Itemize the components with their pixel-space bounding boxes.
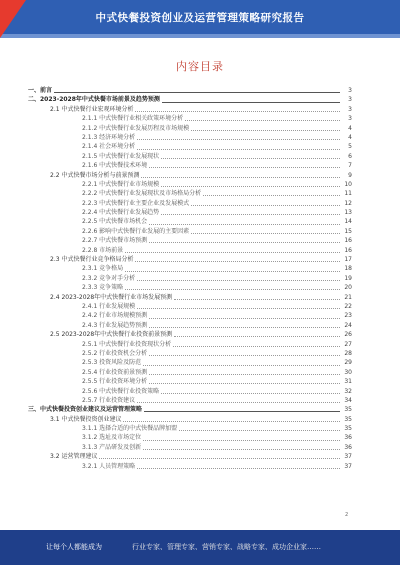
toc-leader-dots bbox=[137, 402, 340, 403]
toc-entry-page: 22 bbox=[344, 302, 352, 310]
toc-entry-label: 2.5.7 行业投资建议 bbox=[82, 396, 136, 404]
toc-entry-label: 3.1.3 产品研发及创新 bbox=[82, 443, 142, 451]
toc-entry-label: 2.4.3 行业发展趋势预测 bbox=[82, 321, 148, 329]
toc-entry-page: 26 bbox=[344, 331, 352, 339]
toc-entry-page: 20 bbox=[344, 284, 352, 292]
toc-leader-dots bbox=[149, 355, 340, 356]
toc-entry-label: 2.2.1 中式快餐行业市场规模 bbox=[82, 180, 160, 188]
toc-entry[interactable] bbox=[28, 387, 352, 396]
toc-entry-page: 36 bbox=[344, 443, 352, 451]
toc-entry-page: 35 bbox=[344, 415, 352, 423]
toc-entry-page: 15 bbox=[344, 227, 352, 235]
toc-entry[interactable] bbox=[28, 171, 352, 180]
toc-leader-dots bbox=[54, 92, 340, 93]
toc-entry[interactable] bbox=[28, 161, 352, 170]
toc-entry-page: 32 bbox=[344, 387, 352, 395]
toc-entry-page: 13 bbox=[344, 209, 352, 217]
toc-entry-page: 7 bbox=[348, 162, 352, 170]
toc-entry-label: 2.2.8 市场前景 bbox=[82, 246, 124, 254]
toc-entry[interactable] bbox=[28, 199, 352, 208]
toc-entry[interactable] bbox=[28, 142, 352, 151]
toc-entry-page: 21 bbox=[344, 293, 352, 301]
toc-entry[interactable] bbox=[28, 330, 352, 339]
toc-entry[interactable] bbox=[28, 462, 352, 471]
toc-entry-label: 3.1.2 选址及市场定位 bbox=[82, 434, 142, 442]
toc-entry-page: 24 bbox=[344, 321, 352, 329]
toc-leader-dots bbox=[149, 167, 340, 168]
toc-entry-label: 2.2.4 中式快餐行业发展趋势 bbox=[82, 209, 160, 217]
toc-entry-label: 2.1 中式快餐行业宏观环境分析 bbox=[50, 105, 134, 113]
toc-leader-dots bbox=[191, 130, 340, 131]
toc-entry-page: 10 bbox=[344, 180, 352, 188]
toc-entry-page: 3 bbox=[348, 115, 352, 123]
toc-entry-page: 6 bbox=[348, 152, 352, 160]
toc-entry-label: 2.2.6 影响中式快餐行业发展的主要因素 bbox=[82, 227, 190, 235]
toc-leader-dots bbox=[173, 346, 340, 347]
toc-entry-label: 一、前言 bbox=[28, 87, 53, 94]
toc-entry[interactable] bbox=[28, 236, 352, 245]
toc-entry[interactable] bbox=[28, 264, 352, 273]
toc-entry[interactable] bbox=[28, 424, 352, 433]
footer-bar bbox=[0, 530, 400, 565]
toc-leader-dots bbox=[161, 393, 340, 394]
toc-leader-dots bbox=[137, 280, 340, 281]
toc-leader-dots bbox=[161, 158, 340, 159]
toc-entry[interactable] bbox=[28, 340, 352, 349]
toc-entry-page: 12 bbox=[344, 199, 352, 207]
toc-entry[interactable] bbox=[28, 311, 352, 320]
toc-entry-label: 2.1.5 中式快餐行业发展现状 bbox=[82, 152, 160, 160]
toc-entry[interactable] bbox=[28, 124, 352, 133]
toc-entry-label: 2.2.7 中式快餐市场预测 bbox=[82, 237, 148, 245]
toc-entry-page: 34 bbox=[344, 396, 352, 404]
toc-entry[interactable] bbox=[28, 246, 352, 255]
toc-entry-page: 19 bbox=[344, 274, 352, 282]
toc-entry-label: 2.5.4 行业投资前景预测 bbox=[82, 368, 148, 376]
toc-entry-page: 29 bbox=[344, 359, 352, 367]
toc-entry-label: 2.2.2 中式快餐行业发展现状及市场格局分析 bbox=[82, 190, 202, 198]
toc-entry[interactable] bbox=[28, 405, 352, 414]
toc-leader-dots bbox=[137, 149, 340, 150]
toc-entry-page: 23 bbox=[344, 312, 352, 320]
toc-leader-dots bbox=[174, 299, 340, 300]
toc-entry-page: 37 bbox=[344, 453, 352, 461]
toc-entry-page: 9 bbox=[348, 171, 352, 179]
toc-entry-page: 28 bbox=[344, 349, 352, 357]
toc-leader-dots bbox=[141, 177, 340, 178]
report-title: 中式快餐投资创业及运营管理策略研究报告 bbox=[95, 12, 305, 24]
toc-entry[interactable] bbox=[28, 377, 352, 386]
toc-entry-label: 3.2.1 人员管理策略 bbox=[82, 462, 136, 470]
toc-entry-page: 36 bbox=[344, 434, 352, 442]
toc-entry-page: 11 bbox=[344, 190, 352, 198]
page-number: 2 bbox=[345, 512, 349, 518]
toc-entry-label: 2.1.3 经济环境分析 bbox=[82, 133, 136, 141]
header-accent-band bbox=[0, 34, 400, 38]
toc-leader-dots bbox=[185, 120, 340, 121]
toc-leader-dots bbox=[203, 195, 340, 196]
toc-entry[interactable] bbox=[28, 396, 352, 405]
toc-leader-dots bbox=[149, 224, 340, 225]
toc-entry[interactable] bbox=[28, 358, 352, 367]
footer-tagline: 行业专家、管理专家、营销专家、战略专家、成功企业家…… bbox=[132, 543, 321, 551]
toc-entry[interactable] bbox=[28, 443, 352, 452]
toc-leader-dots bbox=[125, 289, 340, 290]
toc-entry-label: 3.1.1 选择合适的中式快餐品牌加盟 bbox=[82, 425, 178, 433]
toc-entry-label: 2.5 2023-2028年中式快餐行业投资前景预测 bbox=[50, 331, 173, 339]
toc-leader-dots bbox=[149, 383, 340, 384]
toc-entry[interactable] bbox=[28, 321, 352, 330]
toc-entry-label: 2.3 中式快餐行业竞争格局分析 bbox=[50, 256, 134, 264]
toc-leader-dots bbox=[137, 139, 340, 140]
toc-entry-page: 18 bbox=[344, 265, 352, 273]
toc-entry-page: 4 bbox=[348, 124, 352, 132]
header-corner-decoration bbox=[0, 0, 26, 38]
toc-entry-page: 14 bbox=[344, 218, 352, 226]
toc-entry[interactable] bbox=[28, 86, 352, 95]
toc-entry-label: 2.4.2 行业市场规模预测 bbox=[82, 312, 148, 320]
toc-entry[interactable] bbox=[28, 217, 352, 226]
toc-entry-page: 27 bbox=[344, 340, 352, 348]
toc-entry-label: 3.2 运营管理建议 bbox=[50, 453, 98, 461]
toc-entry[interactable] bbox=[28, 105, 352, 114]
toc-entry-page: 35 bbox=[344, 425, 352, 433]
toc-entry[interactable] bbox=[28, 227, 352, 236]
toc-entry[interactable] bbox=[28, 349, 352, 358]
toc-entry-page: 17 bbox=[344, 256, 352, 264]
toc-entry[interactable] bbox=[28, 415, 352, 424]
toc-leader-dots bbox=[99, 458, 340, 459]
toc-entry[interactable] bbox=[28, 152, 352, 161]
toc-entry-page: 3 bbox=[348, 105, 352, 113]
toc-entry-label: 2.1.6 中式快餐技术环境 bbox=[82, 162, 148, 170]
toc-entry[interactable] bbox=[28, 133, 352, 142]
toc-leader-dots bbox=[125, 252, 340, 253]
toc-leader-dots bbox=[149, 242, 340, 243]
toc-leader-dots bbox=[135, 261, 340, 262]
toc-leader-dots bbox=[162, 102, 340, 103]
toc-entry[interactable] bbox=[28, 452, 352, 461]
toc-entry-label: 2.5.5 行业投资环境分析 bbox=[82, 378, 148, 386]
toc-entry-page: 16 bbox=[344, 237, 352, 245]
toc-entry-page: 35 bbox=[344, 406, 352, 414]
toc-entry-label: 二、2023-2028年中式快餐市场前景及趋势预测 bbox=[28, 96, 160, 104]
toc-entry[interactable] bbox=[28, 95, 352, 104]
toc-entry-page: 4 bbox=[348, 133, 352, 141]
toc-entry-label: 2.2.3 中式快餐行业主要企业及发展模式 bbox=[82, 199, 190, 207]
toc-entry[interactable] bbox=[28, 114, 352, 123]
toc-entry-label: 2.4.1 行业发展规模 bbox=[82, 302, 136, 310]
toc-leader-dots bbox=[161, 186, 340, 187]
toc-leader-dots bbox=[143, 440, 340, 441]
toc-title: 内容目录 bbox=[176, 60, 224, 73]
toc-entry-page: 3 bbox=[348, 87, 352, 94]
toc-entry-page: 5 bbox=[348, 143, 352, 151]
toc-entry-label: 2.5.6 中式快餐行业投资策略 bbox=[82, 387, 160, 395]
toc-leader-dots bbox=[143, 365, 340, 366]
toc-entry-label: 2.3.1 竞争格局 bbox=[82, 265, 124, 273]
toc-leader-dots bbox=[137, 308, 340, 309]
toc-leader-dots bbox=[123, 421, 340, 422]
toc-entry-page: 37 bbox=[344, 462, 352, 470]
toc-entry-label: 2.5.3 投资风险及防范 bbox=[82, 359, 142, 367]
toc-entry-label: 三、中式快餐投资创业建议及运营管理策略 bbox=[28, 406, 143, 414]
toc-entry-label: 2.2.5 中式快餐市场机会 bbox=[82, 218, 148, 226]
toc-entry-label: 2.1.4 社会环境分析 bbox=[82, 143, 136, 151]
toc-leader-dots bbox=[179, 430, 340, 431]
toc-entry[interactable] bbox=[28, 302, 352, 311]
toc-entry-page: 3 bbox=[348, 96, 352, 104]
toc-leader-dots bbox=[144, 411, 340, 412]
footer-slogan: 让每个人都能成为 bbox=[46, 543, 102, 551]
toc-entry[interactable] bbox=[28, 433, 352, 442]
toc-entry[interactable] bbox=[28, 180, 352, 189]
toc-entry-label: 2.3.2 竞争对手分析 bbox=[82, 274, 136, 282]
toc-entry[interactable] bbox=[28, 368, 352, 377]
toc-leader-dots bbox=[149, 318, 340, 319]
toc-entry-label: 2.5.2 行业投资机会分析 bbox=[82, 349, 148, 357]
toc-entry-page: 31 bbox=[344, 378, 352, 386]
toc-entry-label: 3.1 中式快餐投资创业建议 bbox=[50, 415, 122, 423]
toc-leader-dots bbox=[143, 449, 340, 450]
toc-leader-dots bbox=[174, 336, 340, 337]
toc-entry[interactable] bbox=[28, 255, 352, 264]
toc-leader-dots bbox=[191, 233, 340, 234]
toc-leader-dots bbox=[137, 468, 340, 469]
toc-entry-label: 2.1.2 中式快餐行业发展历程及市场规模 bbox=[82, 124, 190, 132]
toc-entry-label: 2.4 2023-2028年中式快餐行业市场发展预测 bbox=[50, 293, 173, 301]
toc-entry-label: 2.1.1 中式快餐行业相关政策环境分析 bbox=[82, 115, 184, 123]
toc-entry-label: 2.5.1 中式快餐行业投资现状分析 bbox=[82, 340, 172, 348]
toc-entry[interactable] bbox=[28, 189, 352, 198]
toc-leader-dots bbox=[191, 205, 340, 206]
toc-leader-dots bbox=[125, 271, 340, 272]
toc-entry[interactable] bbox=[28, 283, 352, 292]
toc-entry-page: 30 bbox=[344, 368, 352, 376]
toc-leader-dots bbox=[135, 111, 340, 112]
toc-entry-label: 2.3.3 竞争策略 bbox=[82, 284, 124, 292]
toc-leader-dots bbox=[149, 374, 340, 375]
header-bar bbox=[0, 0, 400, 38]
toc-entry-page: 16 bbox=[344, 246, 352, 254]
toc-leader-dots bbox=[161, 214, 340, 215]
toc-entry-label: 2.2 中式快餐市场分析与前景预测 bbox=[50, 171, 140, 179]
toc-leader-dots bbox=[149, 327, 340, 328]
toc-entry[interactable] bbox=[28, 293, 352, 302]
toc-entry[interactable] bbox=[28, 274, 352, 283]
toc-entry[interactable] bbox=[28, 208, 352, 217]
table-of-contents bbox=[28, 86, 352, 471]
